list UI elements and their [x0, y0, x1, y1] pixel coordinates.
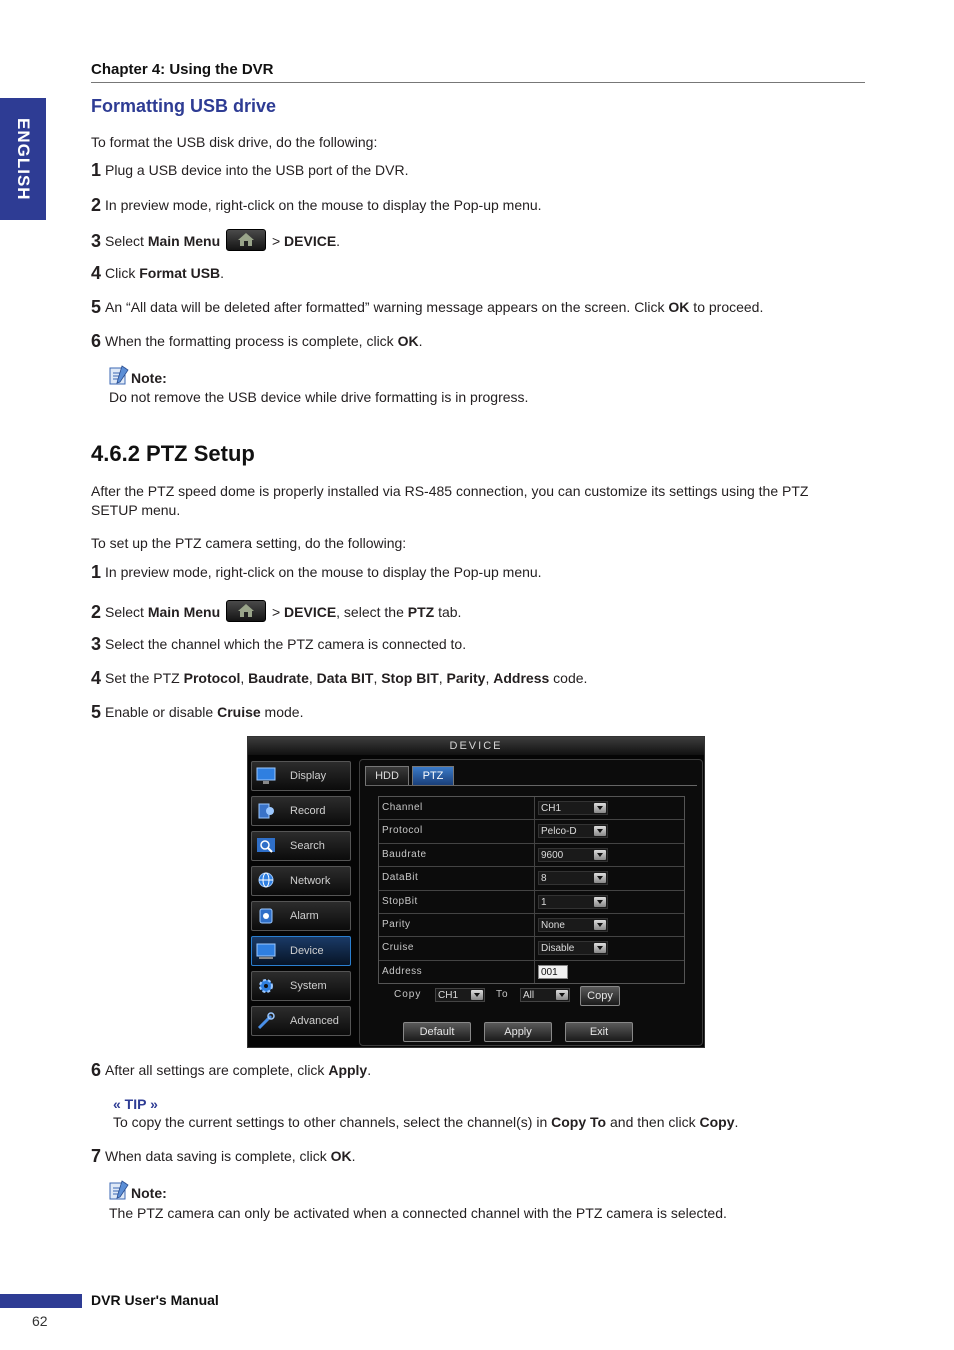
chevron-down-icon	[471, 990, 483, 1000]
menu-item-record[interactable]: Record	[251, 796, 351, 826]
menu-item-display[interactable]: Display	[251, 761, 351, 791]
chevron-down-icon	[594, 873, 606, 883]
chevron-down-icon	[594, 826, 606, 836]
device-icon	[256, 942, 276, 960]
address-input[interactable]: 001	[538, 965, 568, 979]
note-text: Do not remove the USB device while drive formatting is in progress.	[109, 389, 529, 405]
tab-hdd[interactable]: HDD	[365, 766, 409, 785]
note-label: Note:	[131, 370, 167, 386]
baudrate-select[interactable]: 9600	[538, 848, 608, 862]
chapter-title: Chapter 4: Using the DVR	[91, 61, 274, 78]
apply-button[interactable]: Apply	[484, 1022, 552, 1042]
format-step-2: 2 In preview mode, right-click on the mouse to display the Pop-up menu.	[91, 195, 542, 215]
note-label: Note:	[131, 1185, 167, 1201]
channel-select[interactable]: CH1	[538, 801, 608, 815]
ptz-row-channel: Channel CH1	[379, 797, 684, 820]
ptz-intro-line-1: After the PTZ speed dome is properly installed via RS-485 connection, you can customize its settings using the PTZ	[91, 483, 809, 499]
protocol-select[interactable]: Pelco-D	[538, 824, 608, 838]
copy-label: Copy	[394, 989, 422, 1000]
chevron-down-icon	[556, 990, 568, 1000]
chevron-down-icon	[594, 920, 606, 930]
monitor-icon	[256, 767, 276, 785]
dvr-device-screenshot	[247, 736, 705, 1048]
device-settings-panel	[359, 759, 703, 1046]
tab-ptz[interactable]: PTZ	[412, 766, 454, 785]
databit-select[interactable]: 8	[538, 871, 608, 885]
record-icon	[256, 802, 276, 820]
format-step-3: 3 Select Main Menu > DEVICE.	[91, 231, 341, 251]
ptz-section-title: 4.6.2 PTZ Setup	[91, 441, 255, 466]
menu-item-advanced[interactable]: Advanced	[251, 1006, 351, 1036]
to-label: To	[496, 989, 509, 1000]
copy-button[interactable]: Copy	[580, 986, 620, 1006]
ptz-step-4: 4 Set the PTZ Protocol, Baudrate, Data BIT, Stop BIT, Parity, Address code.	[91, 668, 588, 688]
note-icon	[108, 364, 130, 386]
ptz-step-1: 1 In preview mode, right-click on the mouse to display the Pop-up menu.	[91, 562, 542, 582]
ptz-step-5: 5 Enable or disable Cruise mode.	[91, 702, 304, 722]
note-text: The PTZ camera can only be activated when a connected channel with the PTZ camera is selected.	[109, 1205, 727, 1221]
dvr-window-title: DEVICE	[248, 737, 704, 755]
search-icon	[256, 837, 276, 855]
ptz-row-baudrate: Baudrate 9600	[379, 844, 684, 867]
gear-icon	[256, 977, 276, 995]
ptz-row-protocol: Protocol Pelco-D	[379, 820, 684, 843]
menu-item-search[interactable]: Search	[251, 831, 351, 861]
alarm-icon	[256, 907, 276, 925]
ptz-settings-grid	[378, 796, 685, 984]
ptz-step-2: 2 Select Main Menu > DEVICE, select the PTZ tab.	[91, 602, 462, 622]
default-button[interactable]: Default	[403, 1022, 471, 1042]
ptz-row-parity: Parity None	[379, 914, 684, 937]
format-step-6: 6 When the formatting process is complete, click OK.	[91, 331, 423, 351]
ptz-row-stopbit: StopBit 1	[379, 891, 684, 914]
globe-icon	[256, 872, 276, 890]
wrench-icon	[256, 1012, 276, 1030]
format-section-title: Formatting USB drive	[91, 96, 277, 116]
ptz-step-6: 6 After all settings are complete, click Apply.	[91, 1060, 372, 1080]
format-step-1: 1 Plug a USB device into the USB port of the DVR.	[91, 160, 409, 180]
chevron-down-icon	[594, 943, 606, 953]
tip-text: To copy the current settings to other channels, select the channel(s) in Copy To and then click Copy.	[113, 1114, 739, 1130]
cruise-select[interactable]: Disable	[538, 941, 608, 955]
chevron-down-icon	[594, 803, 606, 813]
format-intro: To format the USB disk drive, do the following:	[91, 134, 378, 150]
ptz-row-cruise: Cruise Disable	[379, 937, 684, 960]
menu-item-system[interactable]: System	[251, 971, 351, 1001]
format-step-4: 4 Click Format USB.	[91, 263, 225, 283]
footer-manual-title: DVR User's Manual	[91, 1292, 219, 1308]
home-icon	[226, 229, 266, 251]
ptz-row-address: Address 001	[379, 961, 684, 983]
ptz-step-3: 3 Select the channel which the PTZ camera is connected to.	[91, 634, 467, 654]
tip-label: « TIP »	[113, 1096, 158, 1112]
copy-controls	[360, 986, 702, 1006]
ptz-row-databit: DataBit 8	[379, 867, 684, 890]
exit-button[interactable]: Exit	[565, 1022, 633, 1042]
copy-to-select[interactable]: All	[520, 988, 570, 1002]
format-step-5: 5 An “All data will be deleted after formatted” warning message appears on the screen. Click OK to proceed.	[91, 297, 764, 317]
page-number: 62	[32, 1313, 48, 1329]
language-label: ENGLISH	[14, 117, 33, 201]
menu-item-device[interactable]: Device	[251, 936, 351, 966]
copy-from-select[interactable]: CH1	[435, 988, 485, 1002]
ptz-intro-line-2: SETUP menu.	[91, 502, 181, 518]
parity-select[interactable]: None	[538, 918, 608, 932]
menu-item-alarm[interactable]: Alarm	[251, 901, 351, 931]
ptz-step-7: 7 When data saving is complete, click OK.	[91, 1146, 356, 1166]
menu-item-network[interactable]: Network	[251, 866, 351, 896]
chevron-down-icon	[594, 850, 606, 860]
chevron-down-icon	[594, 897, 606, 907]
home-icon	[226, 600, 266, 622]
note-icon	[108, 1179, 130, 1201]
header-rule	[91, 82, 865, 83]
tab-divider	[365, 785, 697, 786]
footer-bar	[0, 1294, 82, 1308]
ptz-intro-2: To set up the PTZ camera setting, do the following:	[91, 535, 407, 551]
stopbit-select[interactable]: 1	[538, 895, 608, 909]
language-side-tab	[0, 98, 46, 220]
